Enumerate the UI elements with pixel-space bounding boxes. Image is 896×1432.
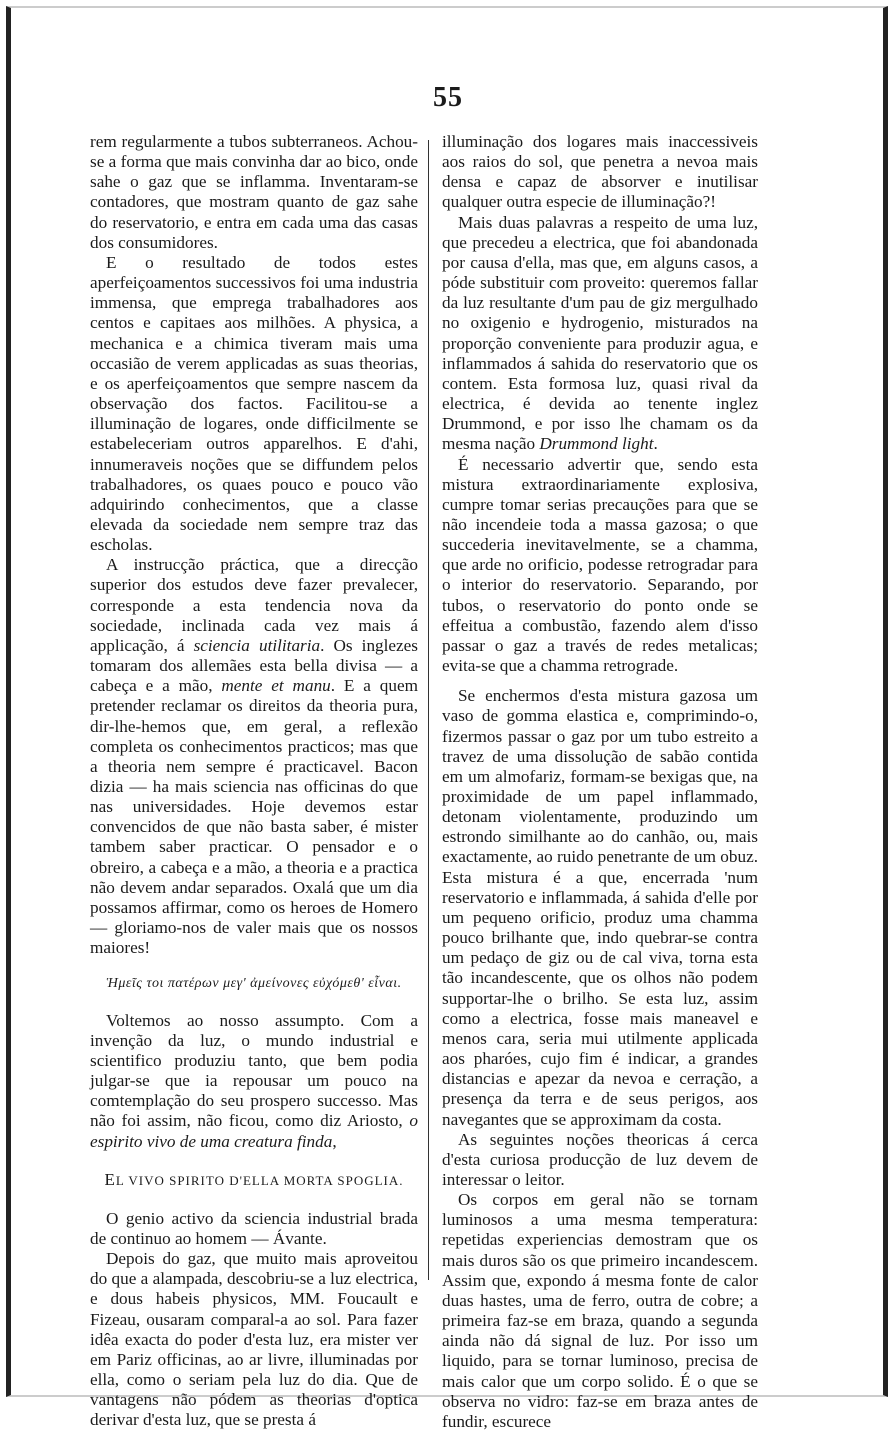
text-run: Mais duas palavras a respeito de uma luz, que precedeu a electrica, que foi abandonada por causa d'ella, mas que, em alguns casos, a póde substituir com proveito: queremos fallar da luz resultante d'um pau de giz mergulhado no oxigenio e hydrogenio, misturados na proporção conveniente para produzir agua, e inflammados á sahida do reservatorio que os contem. Esta formosa luz, quasi rival da electrica, é devida ao tenente inglez Drummond, e por isso lhe chamam os da mesma nação: [442, 212, 758, 454]
paragraph: rem regularmente a tubos subterraneos. Achou-se a forma que mais convinha dar ao bico, onde sahe o gaz que se inflamma. Inventaram-se contadores, que mostram quanto de gaz sahe do reservatorio, e entra em cada uma das casas dos consumidores.: [90, 132, 418, 252]
column-divider: [428, 140, 429, 1280]
paragraph: E o resultado de todos estes aperfeiçoamentos successivos foi uma industria immensa, que emprega trabalhadores aos centos e capitaes aos milhões. A physica, a mechanica e a chimica tiveram mais uma occasião de verem applicadas as suas theorias, e os aperfeiçoamentos que sempre nascem da observação dos factos. Facilitou-se a illuminação de logares, onde difficilmente se estabeleceriam outros apparelhos. E d'ahi, innumeraveis noções que se diffundem pelos trabalhadores, os quaes pouco e pouco vão adquirindo conhecimentos, que a classe elevada da sociedade nem sempre traz das escholas.: [90, 252, 418, 555]
italic-text: o espirito vivo de uma creatura finda: [90, 1111, 418, 1151]
italic-text: mente et manu: [221, 676, 331, 696]
paragraph: Os corpos em geral não se tornam luminosos a uma mesma temperatura: repetidas experiencias demostram que os mais duros são os que primeiro incandescem. Assim que, expondo á mesma fonte de calor duas hastes, uma de ferro, outra de cobre; a primeira faz-se em braza, quando a segunda ainda não dá signal de luz. Por isso um liquido, para se tornar luminoso, precisa de mais calor que um corpo solido. É o que se observa no vidro: faz-se em braza antes de fundir, escurece: [442, 1190, 758, 1431]
paragraph: [90, 555, 418, 958]
text-run: .: [653, 434, 658, 454]
left-column: [90, 132, 418, 1431]
text-run: ,: [332, 1131, 337, 1151]
right-column: [442, 132, 758, 1432]
italic-text: Drummond light: [539, 434, 654, 454]
text-run: Voltemos ao nosso assumpto. Com a invenção da luz, o mundo industrial e scientifico produziu tanto, que bem podia julgar-se que ia repousar um pouco na comtemplação do seu prospero successo. Mas não foi assim, não ficou, como diz Ariosto,: [90, 1010, 418, 1131]
greek-quotation: Ἡμεῖς τοι πατέρων μεγ' ἀμείνονες εὐχόμεθ' εἶναι.: [106, 976, 402, 992]
paragraph: [442, 213, 758, 455]
verse-rest: L VIVO SPIRITO D'ELLA MORTA SPOGLIA.: [115, 1172, 404, 1188]
ariosto-verse: [90, 1170, 418, 1191]
paragraph: Depois do gaz, que muito mais aproveitou do que a alampada, descobriu-se a luz electrica, e dous habeis physicos, MM. Foucault e Fizeau, ousaram comparal-a ao sol. Para fazer idêa exacta do poder d'esta luz, era mister ver em Pariz officinas, ao ar livre, illuminadas por ella, como o seriam pela luz do dia. Que de vantagens não pódem as theorias d'optica derivar d'esta luz, que se presta á: [90, 1249, 418, 1430]
verse-initial: E: [104, 1169, 116, 1189]
paragraph: illuminação dos logares mais inaccessiveis aos raios do sol, que penetra a nevoa mais densa e capaz de absorver e inutilisar qualquer outra especie de illuminação?!: [442, 132, 758, 212]
italic-text: sciencia utilitaria: [193, 635, 321, 655]
paragraph: Se enchermos d'esta mistura gazosa um vaso de gomma elastica e, comprimindo-o, fizermos passar o gaz por um tubo estreito a travez de uma dissolução de sabão contida em um almofariz, formam-se bexigas que, na proximidade de um papel inflammado, detonam violentamente, produzindo um estrondo similhante ao do canhão, ou, mais exactamente, ao ruido penetrante de um obuz. Esta mistura é a que, encerrada 'num reservatorio e inflammada, á sahida d'elle por um pequeno orificio, produz uma chamma pouco brilhante que, indo quebrar-se contra um pedaço de giz ou de cal viva, torna esta tão incandescente, que os olhos não podem supportar-lhe o brilho. Se esta luz, assim como a electrica, fosse mais maneavel e menos cara, seria mui utilmente applicada aos pharóes, cujo fim é indicar, a grandes distancias e apezar da nevoa e cerração, a presença da terra e de seus perigos, aos navegantes que se approximam da costa.: [442, 686, 758, 1129]
text-run: A instrucção práctica, que a direcção superior dos estudos deve fazer prevalecer, corresponde a esta tendencia nova da sociedade, inclinada cada vez mais á applicação, á: [90, 555, 418, 655]
paragraph: É necessario advertir que, sendo esta mistura extraordinariamente explosiva, cumpre tomar serias precauções para que se não incendeie toda a massa gazosa; o que succederia inevitavelmente, se a chamma, que arde no orificio, podesse retrogradar para o interior do reservatorio. Separando, por tubos, o reservatorio do ponto onde se effeitua a combustão, fazendo alem d'isso passar o gaz a través de redes metalicas; evita-se que a chamma retrograde.: [442, 454, 758, 676]
text-run: . E a quem pretender reclamar os direitos da theoria pura, dir-lhe-hemos que, em geral, a reflexão completa os conhecimentos practicos; mas que a theoria nem sempre é practicavel. Bacon dizia — ha mais sciencia nas officinas do que nas universidades. Hoje devemos estar convencidos de que não basta saber, é mister tambem saber practicar. O pensador e o obreiro, a cabeça e a mão, a theoria e a practica não devem andar separados. Oxalá que um dia possamos affirmar, como os heroes de Homero — gloriamo-nos de valer mais que os nossos maiores!: [90, 676, 418, 958]
paragraph: O genio activo da sciencia industrial brada de continuo ao homem — Ávante.: [90, 1208, 418, 1248]
text-run: . Os inglezes tomaram dos allemães esta bella divisa — a cabeça e a mão,: [90, 635, 418, 696]
page-number: 55: [433, 82, 463, 113]
paragraph: As seguintes noções theoricas á cerca d'esta curiosa producção de luz devem de interessar o leitor.: [442, 1129, 758, 1189]
paragraph: [90, 1011, 418, 1152]
